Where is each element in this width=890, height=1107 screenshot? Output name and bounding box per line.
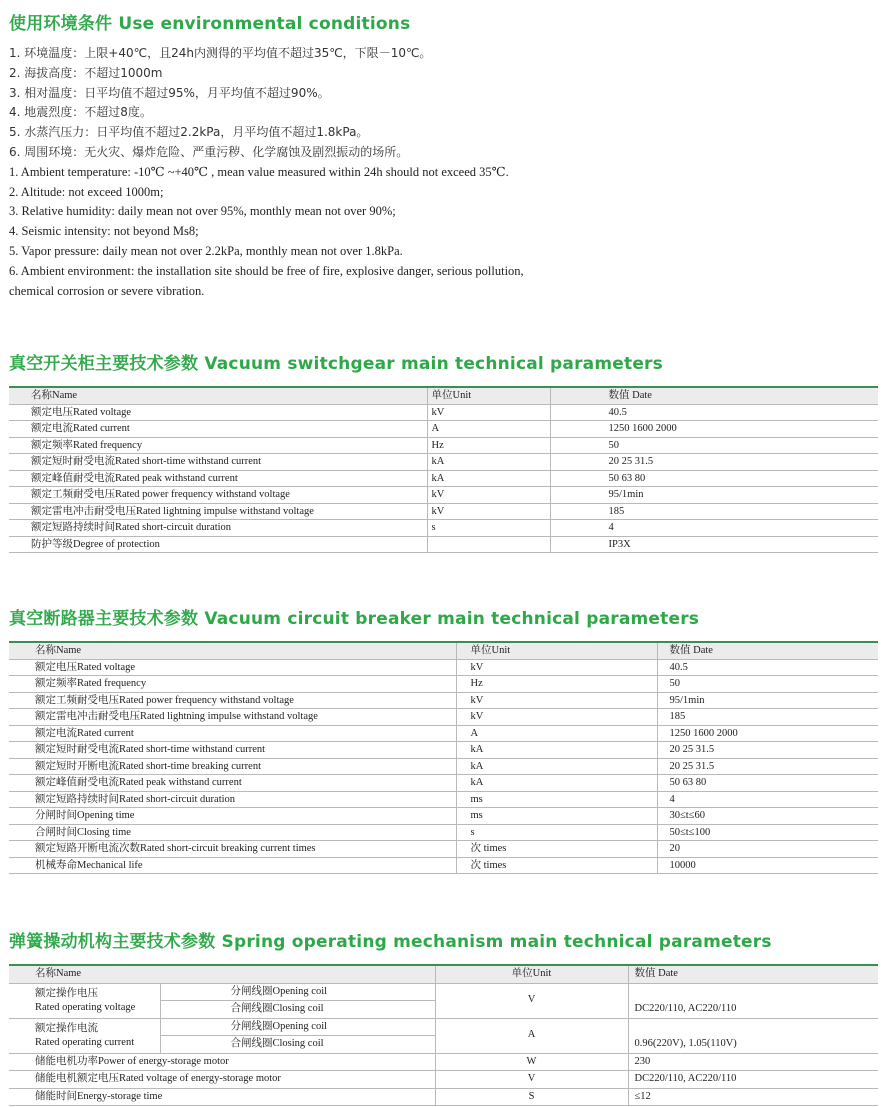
- param-value: ≤12: [628, 1088, 878, 1106]
- header-value: 数值 Date: [550, 387, 878, 404]
- param-value: 10000: [657, 857, 878, 874]
- opening-coil-label: 分闸线圈Opening coil: [160, 983, 435, 1001]
- param-unit: kA: [427, 470, 550, 487]
- param-value: 40.5: [657, 659, 878, 676]
- switchgear-table: [9, 386, 878, 553]
- table-row: [9, 742, 878, 759]
- param-name: 机械寿命Mechanical life: [9, 857, 456, 874]
- table-row: [9, 536, 878, 553]
- header-name: 名称Name: [9, 642, 456, 659]
- table-row: [9, 857, 878, 874]
- param-value: 4: [550, 520, 878, 537]
- env-line-cn-2: 2. 海拔高度：不超过1000m: [9, 65, 163, 80]
- table-row: [9, 487, 878, 504]
- current-value: 0.96(220V), 1.05(110V): [628, 1018, 878, 1053]
- param-unit: A: [427, 421, 550, 438]
- header-unit: 单位Unit: [435, 965, 628, 983]
- env-line-cn-4: 4. 地震烈度：不超过8度。: [9, 105, 152, 120]
- spring-table: [9, 964, 878, 1106]
- env-line-en-7: chemical corrosion or severe vibration.: [9, 283, 205, 298]
- table-row: [9, 470, 878, 487]
- switchgear-heading: 真空开关柜主要技术参数 Vacuum switchgear main technical parameters: [9, 354, 663, 374]
- table-row: [9, 520, 878, 537]
- breaker-heading: 真空断路器主要技术参数 Vacuum circuit breaker main technical parameters: [9, 609, 700, 629]
- param-name: 额定电流Rated current: [9, 421, 427, 438]
- env-line-cn-5: 5. 水蒸汽压力：日平均值不超过2.2kPa，月平均值不超过1.8kPa。: [9, 125, 369, 140]
- param-value: 20 25 31.5: [550, 454, 878, 471]
- param-unit: kA: [427, 454, 550, 471]
- env-line-en-3: 3. Relative humidity: daily mean not over 95%, monthly mean not over 90%;: [9, 204, 396, 219]
- table-header-row: [9, 965, 878, 983]
- param-value: 50≤t≤100: [657, 824, 878, 841]
- param-value: 20: [657, 841, 878, 858]
- param-value: 50: [657, 676, 878, 693]
- header-name: 名称Name: [9, 965, 435, 983]
- param-name: 额定频率Rated frequency: [9, 437, 427, 454]
- label-cn: 额定操作电流: [35, 1022, 98, 1034]
- table-row: [9, 676, 878, 693]
- param-name: 额定短时开断电流Rated short-time breaking current: [9, 758, 456, 775]
- table-row: [9, 1053, 878, 1071]
- env-line-en-4: 4. Seismic intensity: not beyond Ms8;: [9, 224, 199, 239]
- table-row: [9, 421, 878, 438]
- closing-coil-label: 合闸线圈Closing coil: [160, 1036, 435, 1054]
- param-unit: Hz: [427, 437, 550, 454]
- param-name: 储能电机额定电压Rated voltage of energy-storage motor: [9, 1071, 435, 1089]
- param-unit: kV: [427, 487, 550, 504]
- env-line-cn-6: 6. 周围环境：无火灾、爆炸危险、严重污秽、化学腐蚀及剧烈振动的场所。: [9, 144, 409, 159]
- param-value: DC220/110, AC220/110: [628, 1071, 878, 1089]
- param-name: 防护等级Degree of protection: [9, 536, 427, 553]
- param-unit: [427, 536, 550, 553]
- table-row: [9, 503, 878, 520]
- table-row: [9, 841, 878, 858]
- param-name: 额定工频耐受电压Rated power frequency withstand voltage: [9, 487, 427, 504]
- table-row: [9, 725, 878, 742]
- param-name: 额定峰值耐受电流Rated peak withstand current: [9, 470, 427, 487]
- param-value: 50: [550, 437, 878, 454]
- table-row: [9, 404, 878, 421]
- param-value: 50 63 80: [657, 775, 878, 792]
- env-line-cn-3: 3. 相对温度：日平均值不超过95%，月平均值不超过90%。: [9, 85, 330, 100]
- label-en: Rated operating voltage: [35, 1001, 136, 1013]
- opening-coil-label: 分闸线圈Opening coil: [160, 1018, 435, 1036]
- env-line-en-6: 6. Ambient environment: the installation site should be free of fire, explosive danger, serious pollution,: [9, 263, 524, 278]
- rated-operating-voltage-label: [9, 983, 160, 1018]
- param-name: 额定电流Rated current: [9, 725, 456, 742]
- param-value: 20 25 31.5: [657, 742, 878, 759]
- param-unit: W: [435, 1053, 628, 1071]
- table-row: [9, 709, 878, 726]
- param-unit: S: [435, 1088, 628, 1106]
- param-value: 30≤t≤60: [657, 808, 878, 825]
- table-row: [9, 1088, 878, 1106]
- param-unit: kV: [456, 659, 657, 676]
- param-name: 额定峰值耐受电流Rated peak withstand current: [9, 775, 456, 792]
- param-value: 1250 1600 2000: [550, 421, 878, 438]
- param-unit: V: [435, 1071, 628, 1089]
- spring-heading: 弹簧操动机构主要技术参数 Spring operating mechanism main technical parameters: [9, 932, 772, 952]
- param-name: 额定短路持续时间Rated short-circuit duration: [9, 791, 456, 808]
- param-name: 额定短路持续时间Rated short-circuit duration: [9, 520, 427, 537]
- closing-coil-label: 合闸线圈Closing coil: [160, 1001, 435, 1019]
- voltage-value: DC220/110, AC220/110: [628, 983, 878, 1018]
- label-cn: 额定操作电压: [35, 987, 98, 999]
- param-unit: kV: [427, 404, 550, 421]
- table-header-row: [9, 642, 878, 659]
- param-value: 50 63 80: [550, 470, 878, 487]
- param-name: 额定电压Rated voltage: [9, 659, 456, 676]
- table-row: [9, 808, 878, 825]
- env-line-cn-1: 1. 环境温度：上限+40℃，且24h内测得的平均值不超过35℃，下限－10℃。: [9, 46, 432, 60]
- param-value: 95/1min: [550, 487, 878, 504]
- table-row: [9, 659, 878, 676]
- header-name: 名称Name: [9, 387, 427, 404]
- param-value: 230: [628, 1053, 878, 1071]
- param-unit: kV: [427, 503, 550, 520]
- param-name: 储能电机功率Power of energy-storage motor: [9, 1053, 435, 1071]
- param-value: 95/1min: [657, 692, 878, 709]
- param-name: 额定短路开断电流次数Rated short-circuit breaking current times: [9, 841, 456, 858]
- param-name: 储能时间Energy-storage time: [9, 1088, 435, 1106]
- table-header-row: [9, 387, 878, 404]
- table-row: [9, 1071, 878, 1089]
- label-en: Rated operating current: [35, 1036, 135, 1048]
- param-name: 额定工频耐受电压Rated power frequency withstand voltage: [9, 692, 456, 709]
- table-row: [9, 791, 878, 808]
- param-value: 20 25 31.5: [657, 758, 878, 775]
- table-row: [9, 983, 878, 1001]
- param-unit: kA: [456, 775, 657, 792]
- param-unit: ms: [456, 791, 657, 808]
- env-line-en-2: 2. Altitude: not exceed 1000m;: [9, 184, 164, 199]
- param-value: 185: [657, 709, 878, 726]
- param-unit: kA: [456, 742, 657, 759]
- env-conditions-list: [9, 44, 879, 301]
- current-unit: A: [435, 1018, 628, 1053]
- param-unit: s: [456, 824, 657, 841]
- param-unit: ms: [456, 808, 657, 825]
- param-name: 额定雷电冲击耐受电压Rated lightning impulse withstand voltage: [9, 503, 427, 520]
- table-row: [9, 692, 878, 709]
- breaker-table: [9, 641, 878, 874]
- table-row: [9, 775, 878, 792]
- param-value: 40.5: [550, 404, 878, 421]
- param-name: 分闸时间Opening time: [9, 808, 456, 825]
- param-unit: kV: [456, 692, 657, 709]
- param-name: 额定短时耐受电流Rated short-time withstand current: [9, 742, 456, 759]
- header-unit: 单位Unit: [456, 642, 657, 659]
- param-unit: Hz: [456, 676, 657, 693]
- param-unit: A: [456, 725, 657, 742]
- param-name: 额定短时耐受电流Rated short-time withstand current: [9, 454, 427, 471]
- table-row: [9, 437, 878, 454]
- param-name: 合闸时间Closing time: [9, 824, 456, 841]
- param-value: IP3X: [550, 536, 878, 553]
- param-value: 1250 1600 2000: [657, 725, 878, 742]
- env-line-en-1: 1. Ambient temperature: -10℃ ~+40℃ , mean value measured within 24h should not exceed 35℃.: [9, 164, 509, 179]
- param-unit: 次 times: [456, 857, 657, 874]
- rated-operating-current-label: [9, 1018, 160, 1053]
- table-row: [9, 454, 878, 471]
- param-name: 额定雷电冲击耐受电压Rated lightning impulse withstand voltage: [9, 709, 456, 726]
- header-unit: 单位Unit: [427, 387, 550, 404]
- param-name: 额定电压Rated voltage: [9, 404, 427, 421]
- param-unit: s: [427, 520, 550, 537]
- param-value: 185: [550, 503, 878, 520]
- voltage-unit: V: [435, 983, 628, 1018]
- param-unit: kA: [456, 758, 657, 775]
- param-value: 4: [657, 791, 878, 808]
- param-name: 额定频率Rated frequency: [9, 676, 456, 693]
- table-row: [9, 758, 878, 775]
- table-row: [9, 824, 878, 841]
- env-line-en-5: 5. Vapor pressure: daily mean not over 2.2kPa, monthly mean not over 1.8kPa.: [9, 243, 403, 258]
- header-value: 数值 Date: [628, 965, 878, 983]
- param-unit: kV: [456, 709, 657, 726]
- env-heading: 使用环境条件 Use environmental conditions: [9, 14, 411, 34]
- header-value: 数值 Date: [657, 642, 878, 659]
- param-unit: 次 times: [456, 841, 657, 858]
- table-row: [9, 1018, 878, 1036]
